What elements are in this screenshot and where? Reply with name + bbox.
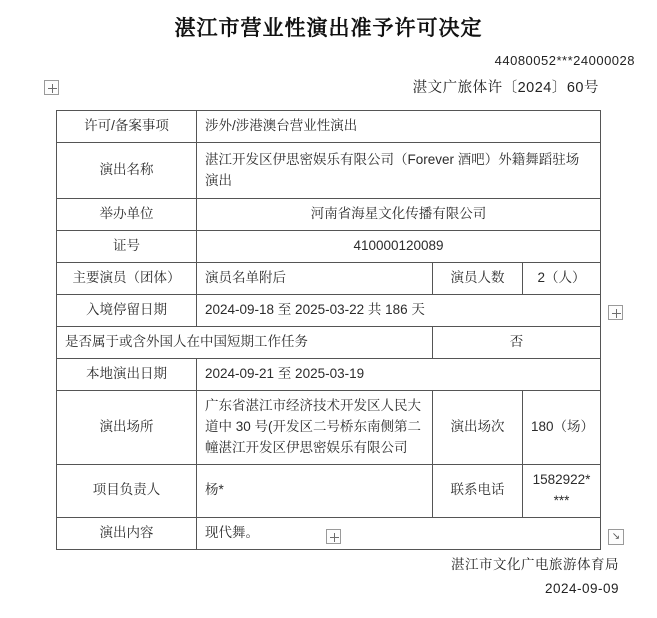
table-row: [57, 231, 601, 263]
issuing-organization: 湛江市文化广电旅游体育局: [451, 557, 619, 572]
row-value: 河南省海星文化传播有限公司: [197, 199, 601, 231]
row-value: 410000120089: [197, 231, 601, 263]
table-row: [57, 199, 601, 231]
row-label: 是否属于或含外国人在中国短期工作任务: [57, 327, 433, 359]
row-label: 演出场所: [57, 390, 197, 464]
document-footer: [451, 553, 619, 596]
row-label: 演出名称: [57, 143, 197, 199]
row-label-2: 演出场次: [433, 390, 523, 464]
row-label: 项目负责人: [57, 464, 197, 517]
document-number: 湛文广旅体许〔2024〕60号: [412, 80, 599, 97]
row-value: 现代舞。: [197, 517, 601, 549]
table-row: [57, 327, 601, 359]
row-value: 2024-09-18 至 2025-03-22 共 186 天: [197, 295, 601, 327]
page-title: 湛江市营业性演出准予许可决定: [174, 17, 483, 40]
resize-handle-top[interactable]: [44, 80, 59, 95]
row-label: 主要演员（团体）: [57, 263, 197, 295]
table-row: [57, 464, 601, 517]
row-value: 否: [433, 327, 601, 359]
row-value-2: 180（场）: [523, 390, 601, 464]
permit-table: [56, 110, 601, 549]
table-row: [57, 358, 601, 390]
table-row: [57, 390, 601, 464]
row-value: 2024-09-21 至 2025-03-19: [197, 358, 601, 390]
table-row: [57, 111, 601, 143]
table-row: [57, 263, 601, 295]
issue-date: 2024-09-09: [544, 581, 619, 596]
row-label: 本地演出日期: [57, 358, 197, 390]
resize-handle-bottom[interactable]: [326, 529, 341, 544]
row-label: 举办单位: [57, 199, 197, 231]
row-value: 广东省湛江市经济技术开发区人民大道中 30 号(开发区二号桥东南侧第二幢湛江开发区伊思密娱乐有限公司: [197, 390, 433, 464]
row-value: 涉外/涉港澳台营业性演出: [197, 111, 601, 143]
row-value: 湛江开发区伊思密娱乐有限公司（Forever 酒吧）外籍舞蹈驻场演出: [197, 143, 601, 199]
resize-handle-right[interactable]: [608, 305, 623, 320]
resize-handle-bottom-right-icon[interactable]: ↘: [608, 529, 624, 545]
row-value: 演员名单附后: [197, 263, 433, 295]
row-value-2: 2（人）: [523, 263, 601, 295]
serial-code: 44080052***24000028: [494, 53, 635, 69]
row-value-2: 1582922****: [523, 464, 601, 517]
row-label: 证号: [57, 231, 197, 263]
table-row: [57, 295, 601, 327]
row-label: 演出内容: [57, 517, 197, 549]
row-label-2: 联系电话: [433, 464, 523, 517]
row-value: 杨*: [197, 464, 433, 517]
row-label-2: 演员人数: [433, 263, 523, 295]
row-label: 许可/备案事项: [57, 111, 197, 143]
row-label: 入境停留日期: [57, 295, 197, 327]
table-row: [57, 143, 601, 199]
